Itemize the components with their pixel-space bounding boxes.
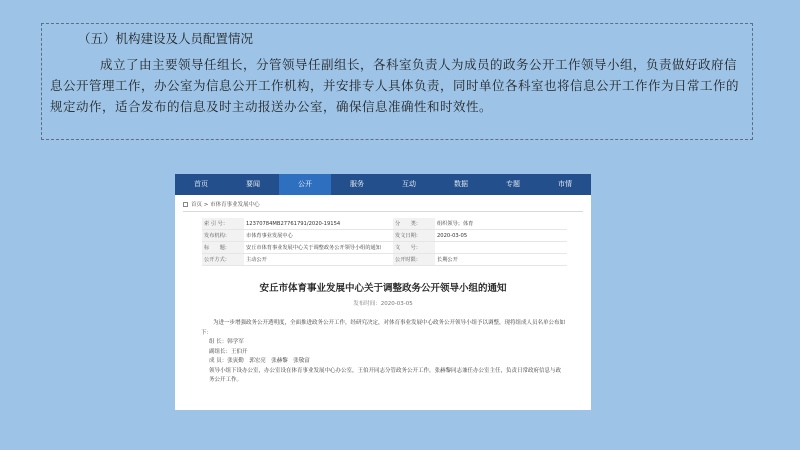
nav-item[interactable]: 公开 [279, 174, 331, 195]
meta-cell: 分 类： [393, 218, 435, 230]
intro-section [41, 23, 753, 140]
document-body [201, 319, 565, 386]
meta-row [202, 254, 567, 266]
nav-item[interactable]: 数据 [454, 180, 468, 188]
meta-cell: 安丘市体育事业发展中心关于调整政务公开领导小组的通知 [244, 242, 393, 254]
nav-item[interactable]: 首页 [194, 180, 208, 188]
nav-item[interactable]: 要闻 [246, 180, 260, 188]
body-paragraph: 副组长：王伯开 [209, 348, 248, 355]
meta-cell: 发布机构： [202, 230, 244, 242]
body-paragraph: 领导小组下设办公室，办公室设在体育事业发展中心办公室，王伯开同志分管政务公开工作，张赫黎同志兼任办公室主任，负责日常政府信息与政务公开工作。 [209, 367, 562, 383]
section-heading: （五）机构建设及人员配置情况 [78, 31, 254, 46]
nav-item[interactable]: 服务 [350, 180, 364, 188]
meta-table [202, 218, 567, 266]
document-date: 发布时间：2020-03-05 [353, 301, 413, 307]
breadcrumb [183, 198, 583, 212]
meta-cell: 标 题： [202, 242, 244, 254]
meta-cell: 公开时限： [393, 254, 435, 266]
body-paragraph: 成 员：张寅勤 郭宏亮 张赫黎 张敬富 [209, 358, 310, 364]
meta-cell: 2020-03-05 [435, 230, 567, 242]
meta-cell: 12370784MB27761791/2020-19154 [244, 218, 393, 230]
meta-cell: 发文日期： [393, 230, 435, 242]
meta-cell: 长期公开 [435, 254, 567, 266]
nav-item[interactable]: 互动 [402, 180, 416, 188]
nav-bar [175, 174, 591, 195]
nav-item[interactable]: 市情 [558, 180, 572, 188]
meta-row [202, 242, 567, 254]
meta-cell: 文 号： [393, 242, 435, 254]
meta-cell: 市体育事业发展中心 [244, 230, 393, 242]
meta-row [202, 218, 567, 230]
meta-cell: 主动公开 [244, 254, 393, 266]
document-title: 安丘市体育事业发展中心关于调整政务公开领导小组的通知 [259, 283, 507, 294]
meta-row [202, 230, 567, 242]
meta-cell [435, 242, 567, 254]
meta-cell: 索 引 号： [202, 218, 244, 230]
meta-cell: 组织领导；体育 [435, 218, 567, 230]
body-paragraph: 组 长：韩学军 [209, 339, 244, 345]
intro-paragraph: 成立了由主要领导任组长，分管领导任副组长，各科室负责人为成员的政务公开工作领导小组，负责做好政府信息公开管理工作，办公室为信息公开工作机构，并安排专人具体负责，同时单位各科室也将信息公开工作作为日常工作的规定动作，适合发布的信息及时主动报送办公室，确保信息准确性和时效性。 [50, 57, 740, 114]
breadcrumb-text: 首页 > 市体育事业发展中心 [191, 201, 260, 208]
home-icon [183, 202, 188, 207]
meta-cell: 公开方式： [202, 254, 244, 266]
body-paragraph: 为进一步增强政务公开透明度，全面推进政务公开工作，经研究决定，对体育事业发展中心政务公开领导小组予以调整，现将组成人员名单公布如下： [201, 320, 566, 336]
website-screenshot [175, 174, 591, 410]
nav-item[interactable]: 专题 [506, 180, 520, 188]
